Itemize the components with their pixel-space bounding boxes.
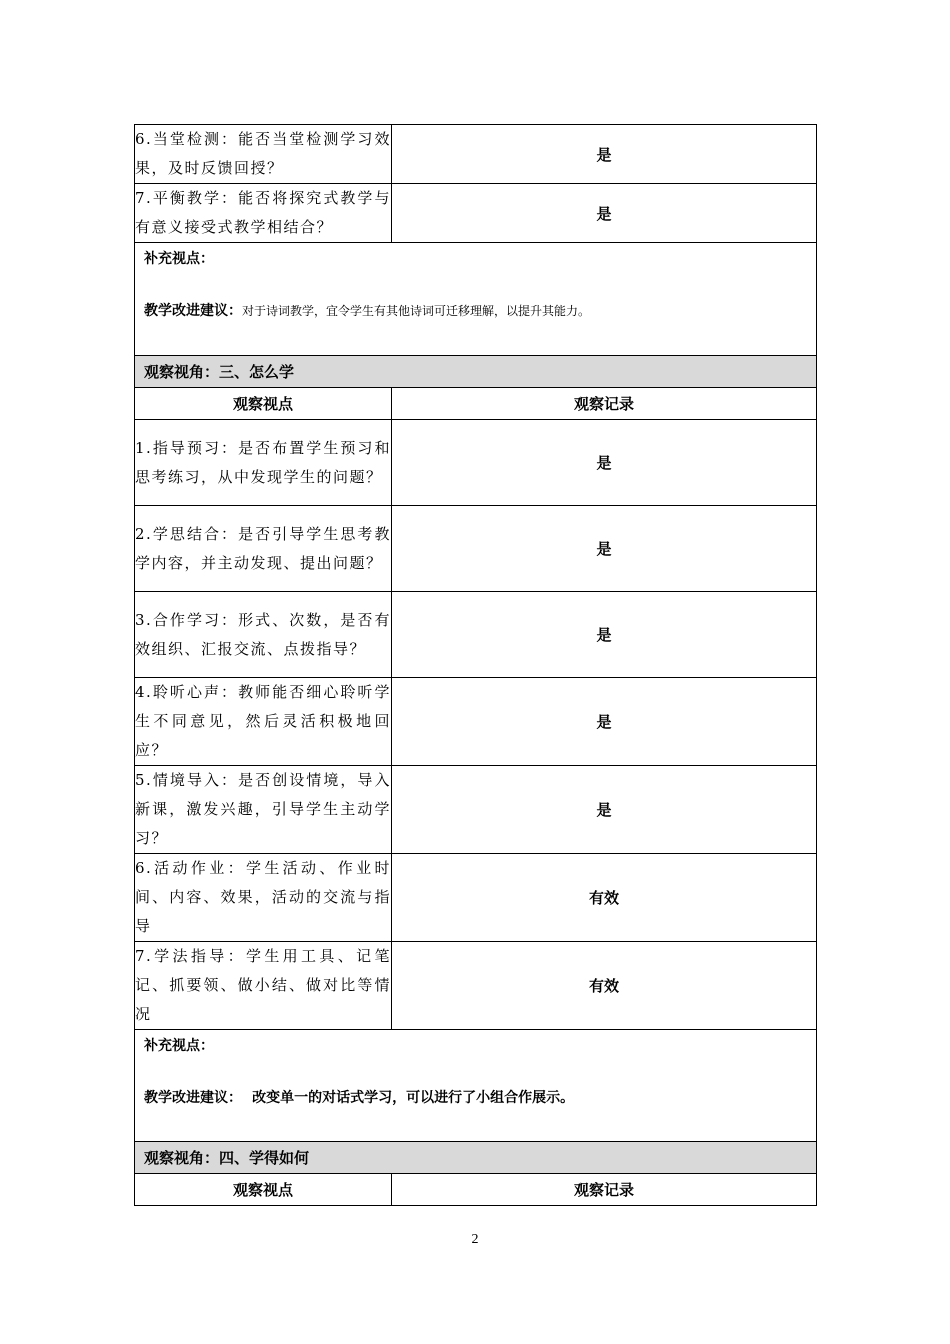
record-cell: 有效 bbox=[392, 942, 817, 1030]
point-cell: 1.指导预习：是否布置学生预习和思考练习，从中发现学生的问题？ bbox=[135, 420, 392, 506]
column-header-row bbox=[135, 388, 817, 420]
point-cell: 2.学思结合：是否引导学生思考教学内容，并主动发现、提出问题？ bbox=[135, 506, 392, 592]
advice-line bbox=[144, 299, 807, 322]
table-row bbox=[135, 420, 817, 506]
column-header-point: 观察视点 bbox=[135, 388, 392, 420]
column-header-record: 观察记录 bbox=[392, 388, 817, 420]
record-cell: 是 bbox=[392, 420, 817, 506]
record-cell: 是 bbox=[392, 184, 817, 243]
point-cell: 5.情境导入：是否创设情境，导入新课，激发兴趣，引导学生主动学习？ bbox=[135, 766, 392, 854]
supplement-label: 补充视点： bbox=[144, 1038, 214, 1054]
record-cell: 是 bbox=[392, 125, 817, 184]
table-row bbox=[135, 506, 817, 592]
column-header-record: 观察记录 bbox=[392, 1174, 817, 1206]
record-cell: 是 bbox=[392, 678, 817, 766]
point-cell: 4.聆听心声：教师能否细心聆听学生不同意见，然后灵活积极地回应？ bbox=[135, 678, 392, 766]
record-cell: 是 bbox=[392, 506, 817, 592]
record-cell: 是 bbox=[392, 592, 817, 678]
table-row bbox=[135, 942, 817, 1030]
table-row bbox=[135, 678, 817, 766]
record-cell: 是 bbox=[392, 766, 817, 854]
table-row bbox=[135, 854, 817, 942]
supplement-row bbox=[135, 243, 817, 356]
advice-line bbox=[144, 1086, 807, 1109]
table-row bbox=[135, 592, 817, 678]
column-header-point: 观察视点 bbox=[135, 1174, 392, 1206]
supplement-cell bbox=[135, 243, 817, 356]
advice-text: 改变单一的对话式学习，可以进行了小组合作展示。 bbox=[252, 1090, 575, 1106]
table-row bbox=[135, 125, 817, 184]
point-cell: 3.合作学习：形式、次数，是否有效组织、汇报交流、点拨指导？ bbox=[135, 592, 392, 678]
table-row bbox=[135, 184, 817, 243]
advice-label: 教学改进建议： bbox=[144, 303, 242, 319]
section-header-row bbox=[135, 1142, 817, 1174]
point-cell: 6.当堂检测：能否当堂检测学习效果，及时反馈回授？ bbox=[135, 125, 392, 184]
table-row bbox=[135, 766, 817, 854]
advice-text: 对于诗词教学，宜令学生有其他诗词可迁移理解，以提升其能力。 bbox=[242, 304, 591, 318]
point-cell: 7.学法指导：学生用工具、记笔记、抓要领、做小结、做对比等情况 bbox=[135, 942, 392, 1030]
supplement-label: 补充视点： bbox=[144, 251, 214, 267]
record-cell: 有效 bbox=[392, 854, 817, 942]
observation-table bbox=[134, 124, 817, 1206]
advice-label: 教学改进建议： bbox=[144, 1090, 242, 1106]
point-cell: 6.活动作业：学生活动、作业时间、内容、效果，活动的交流与指导 bbox=[135, 854, 392, 942]
section-title: 观察视角：三、怎么学 bbox=[135, 356, 817, 388]
section-title: 观察视角：四、学得如何 bbox=[135, 1142, 817, 1174]
column-header-row bbox=[135, 1174, 817, 1206]
point-cell: 7.平衡教学：能否将探究式教学与有意义接受式教学相结合？ bbox=[135, 184, 392, 243]
supplement-row bbox=[135, 1030, 817, 1142]
page-number: 2 bbox=[471, 1232, 479, 1247]
section-header-row bbox=[135, 356, 817, 388]
supplement-cell bbox=[135, 1030, 817, 1142]
